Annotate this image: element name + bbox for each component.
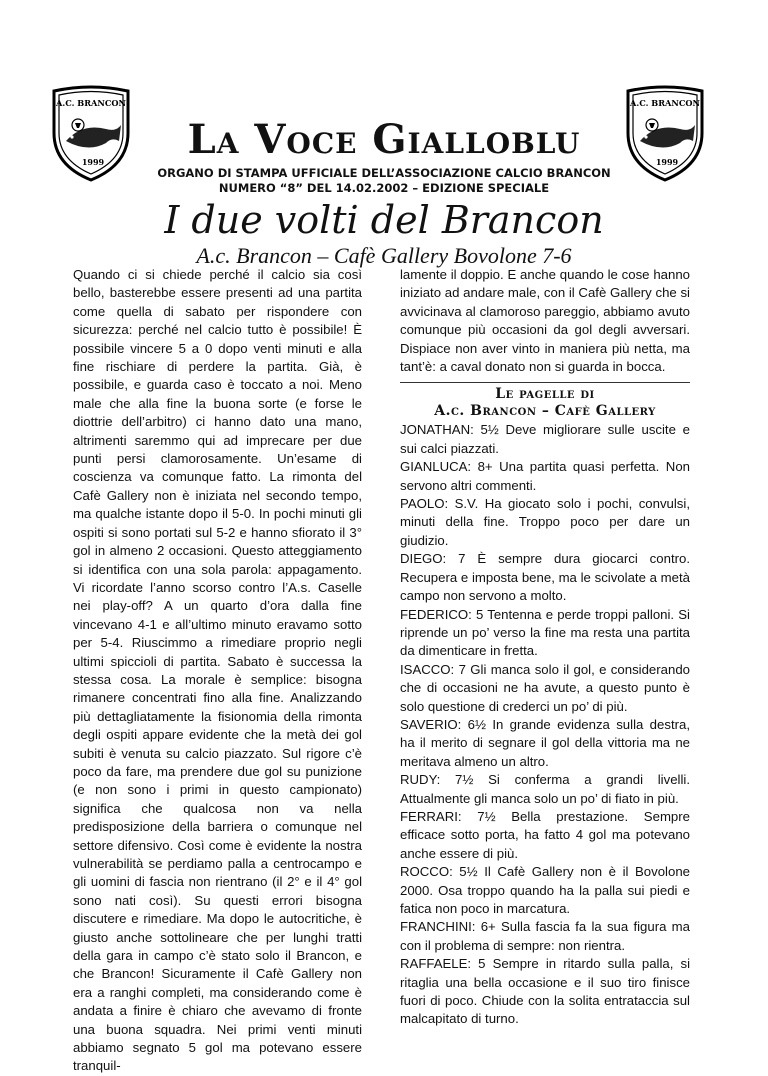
rating-item: GIANLUCA: 8+ Una partita quasi perfetta. Non servono altri commenti.	[400, 459, 690, 493]
rating-item: PAOLO: S.V. Ha giocato solo i pochi, convulsi, minuti della fine. Troppo poco per dare un giudizio.	[400, 496, 690, 548]
article-headline: I due volti del Brancon	[164, 198, 604, 242]
article-column-right	[400, 266, 690, 1029]
ratings-list	[400, 421, 690, 1028]
rating-item: ISACCO: 7 Gli manca solo il gol, e considerando che di occasioni ne ha avute, a questo punto è solo questione di crederci un po’ di più.	[400, 661, 690, 714]
newspaper-title: La Voce Gialloblu	[187, 116, 581, 163]
section-divider	[400, 382, 690, 383]
issue-line: NUMERO “8” DEL 14.02.2002 – EDIZIONE SPECIALE	[218, 181, 550, 195]
ratings-title: Le pagelle di	[495, 386, 595, 403]
article-body-left: Quando ci si chiede perché il calcio sia così bello, basterebbe essere presenti ad una partita come quella di sabato per rispondere con sicurezza: perché nel calcio tutto è possibile! È possibile vincere 5 a 0 dopo venti minuti e alla fine rischiare di perdere la partita. Già, è possibile, e guarda caso è toccato a noi. Meno male che alla fine la buona sorte (e forse le diottrie dell’arbitro) ci hanno dato una mano, altrimenti saremmo qui ad imprecare per due punti persi clamorosamente. Un’esame di coscienza va comunque fatto. La rimonta del Cafè Gallery non è iniziata nel secondo tempo, ma qualche istante dopo il 5-0. In pochi minuti gli ospiti si sono portati sul 5-2 e hanno sfiorato il 3° gol in almeno 2 occasioni. Questo atteggiamento si identifica con una sola parola: appagamento. Vi ricordate l’anno scorso contro l’A.s. Caselle nei play-off? A un quarto d’ora dalla fine vincevano 4-1 e all’ultimo minuto eravamo sotto per 5-4. Riuscimmo a rimediare proprio negli ultimi spiccioli di partita. Sabato è successa la stessa cosa. La morale è semplice: bisogna rimanere concentrati fino alla fine. Analizzando più dettagliatamente la fisionomia della rimonta degli ospiti appare evidente che la metà dei gol subiti è venuta su calcio piazzato. Sul rigore c’è poco da fare, ma prendere due gol su punizione (e non sono i primi in questo campionato) significa che qualcosa non va nella predisposizione della barriera o comunque nel settore difensivo. Così come è evidente la nostra vulnerabilità se perdiamo palla a centrocampo e gli uomini di fascia non rientrano (il 2° e il 4° gol sono nati così). Su questi errori bisogna discutere e rimediare. Ma dopo le autocritiche, è giusto anche sottolineare che per lunghi tratti della gara in campo c’è stato solo il Brancon, e che Brancon! Sicuramente il Cafè Gallery non era a ranghi completi, ma considerando come è andata a finire è chiaro che avevamo di fronte una buona squadra. Nei primi venti minuti abbiamo segnato 5 gol ma potevano essere tranquil-	[73, 267, 362, 1074]
rating-item: FERRARI: 7½ Bella prestazione. Sempre efficace sotto porta, ha fatto 4 gol ma potevano anche essere di più.	[400, 808, 690, 861]
rating-item: DIEGO: 7 È sempre dura giocarci contro. Recupera e imposta bene, ma le scivolate a metà campo non servono a molto.	[400, 551, 690, 604]
crest-year: 1999	[81, 157, 105, 167]
newspaper-subtitle: ORGANO DI STAMPA UFFICIALE DELL’ASSOCIAZIONE CALCIO BRANCON	[157, 166, 611, 180]
crest-text: A.C. BRANCON	[56, 98, 126, 108]
rating-item: FRANCHINI: 6+ Sulla fascia fa la sua figura ma con il problema di sempre: non rientra.	[400, 919, 690, 953]
crest-text: A.C. BRANCON	[630, 98, 700, 108]
ratings-subtitle: A.c. Brancon – Cafè Gallery	[434, 403, 656, 420]
article-body-right: lamente il doppio. E anche quando le cose hanno iniziato ad andare male, con il Cafè Gallery che si avvicinava al clamoroso pareggio, abbiamo avuto comunque più occasioni da gol degli avversari. Dispiace non aver vinto in maniera più netta, ma tant’è: a caval donato non si guarda in bocca.	[400, 267, 690, 375]
rating-item: JONATHAN: 5½ Deve migliorare sulle uscite e sui calci piazzati.	[400, 422, 690, 456]
match-result: A.c. Brancon – Cafè Gallery Bovolone 7-6	[196, 243, 572, 268]
crest-year: 1999	[655, 157, 679, 167]
rating-item: RAFFAELE: 5 Sempre in ritardo sulla palla, si ritaglia una bella occasione e il suo tiro finisce fuori di poco. Chiude con la solita entrataccia sul malcapitato di turno.	[400, 956, 690, 1027]
article-column-left	[73, 266, 362, 1076]
rating-item: ROCCO: 5½ Il Cafè Gallery non è il Bovolone 2000. Osa troppo quando ha la palla sui piedi e fatica non poco in marcatura.	[400, 864, 690, 916]
rating-item: RUDY: 7½ Si conferma a grandi livelli. Attualmente gli manca solo un po’ di fiato in più.	[400, 772, 690, 806]
rating-item: FEDERICO: 5 Tentenna e perde troppi palloni. Si riprende un po’ verso la fine ma resta una partita da dimenticare in fretta.	[400, 606, 690, 659]
rating-item: SAVERIO: 6½ In grande evidenza sulla destra, ha il merito di segnare il gol della vittoria ma ne meritava almeno un altro.	[400, 716, 690, 769]
